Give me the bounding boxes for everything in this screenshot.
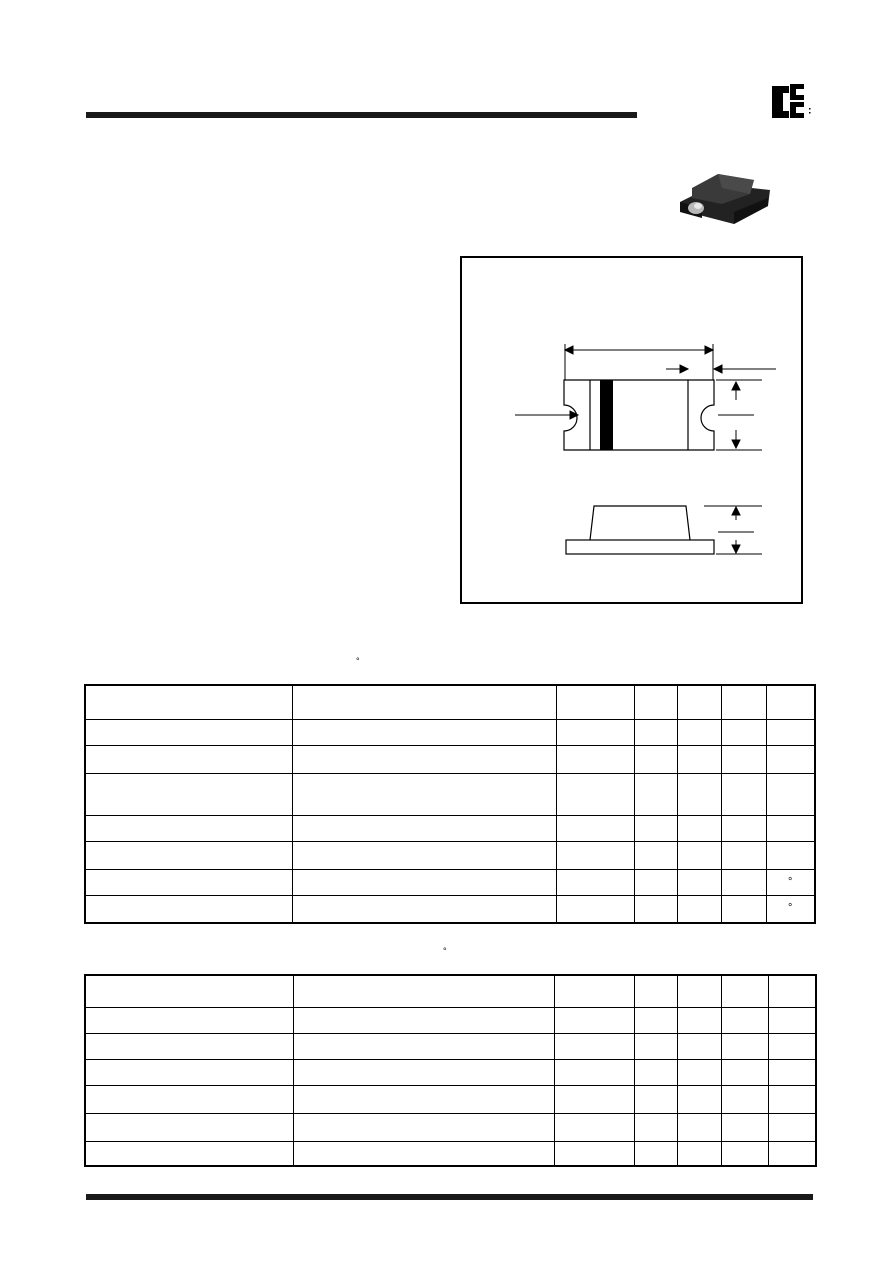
component-photo xyxy=(676,168,772,230)
table-row xyxy=(85,719,815,745)
table-row xyxy=(85,895,815,923)
table-row xyxy=(85,869,815,895)
package-outline-drawing xyxy=(460,256,803,604)
header-rule xyxy=(86,112,637,118)
company-logo xyxy=(771,82,811,120)
table-row xyxy=(85,975,816,1007)
table-row xyxy=(85,1141,816,1166)
table-row xyxy=(85,815,815,841)
table-row xyxy=(85,1085,816,1113)
ratings-degree-mark: ° xyxy=(356,656,360,666)
table-row xyxy=(85,745,815,773)
table-row xyxy=(85,1113,816,1141)
ratings-table xyxy=(84,684,816,924)
table-row xyxy=(85,841,815,869)
footer-rule xyxy=(86,1194,813,1200)
top-view xyxy=(564,380,714,450)
side-view xyxy=(566,506,714,554)
cathode-band xyxy=(600,380,613,450)
table-row xyxy=(85,1007,816,1033)
degree-mark: ° xyxy=(766,869,815,895)
characteristics-table xyxy=(84,974,817,1167)
table-row xyxy=(85,685,815,719)
table-row xyxy=(85,1059,816,1085)
characteristics-degree-mark: ° xyxy=(443,946,447,956)
degree-mark: ° xyxy=(766,895,815,923)
table-row xyxy=(85,1033,816,1059)
table-row xyxy=(85,773,815,815)
